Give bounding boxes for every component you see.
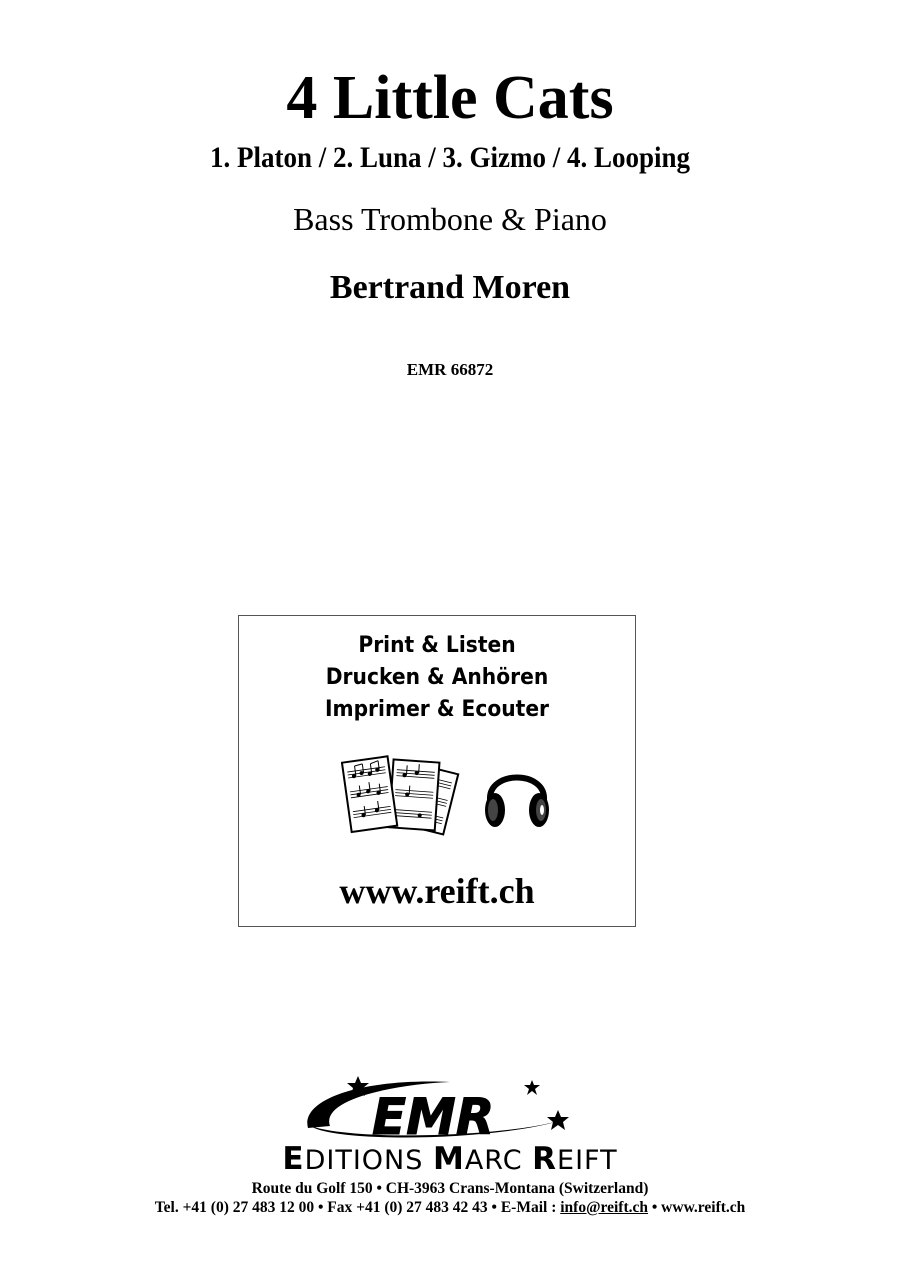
movement-list: 1. Platon / 2. Luna / 3. Gizmo / 4. Looping: [209, 141, 691, 174]
sheet-music-icon: [341, 751, 469, 843]
headphones-icon: [482, 756, 552, 832]
contact-website: • www.reift.ch: [648, 1199, 746, 1216]
promo-website[interactable]: www.reift.ch: [339, 871, 535, 911]
promo-line-french: Imprimer & Ecouter: [324, 697, 550, 722]
promo-line-english: Print & Listen: [358, 633, 516, 658]
publisher-name-part-1: EDITIONS: [282, 1141, 433, 1177]
print-listen-box: [238, 615, 636, 927]
email-link[interactable]: info@reift.ch: [560, 1199, 648, 1216]
svg-text:EMR: EMR: [372, 1088, 495, 1146]
catalog-number: EMR 66872: [406, 360, 494, 379]
promo-line-german: Drucken & Anhören: [325, 665, 549, 690]
publisher-contact: [0, 1199, 900, 1217]
work-title: 4 Little Cats: [286, 64, 614, 132]
composer-name: Bertrand Moren: [329, 269, 571, 306]
publisher-name-part-2: MARC: [432, 1141, 533, 1177]
instrumentation: Bass Trombone & Piano: [293, 201, 607, 237]
emr-logo: [300, 1070, 590, 1148]
publisher-name: [0, 1141, 900, 1177]
publisher-address: Route du Golf 150 • CH-3963 Crans-Montana (Switzerland): [251, 1180, 649, 1197]
contact-phone-fax: Tel. +41 (0) 27 483 12 00 • Fax +41 (0) 27 483 42 43 • E-Mail :: [154, 1199, 561, 1216]
publisher-name-part-3: REIFT: [532, 1141, 618, 1177]
